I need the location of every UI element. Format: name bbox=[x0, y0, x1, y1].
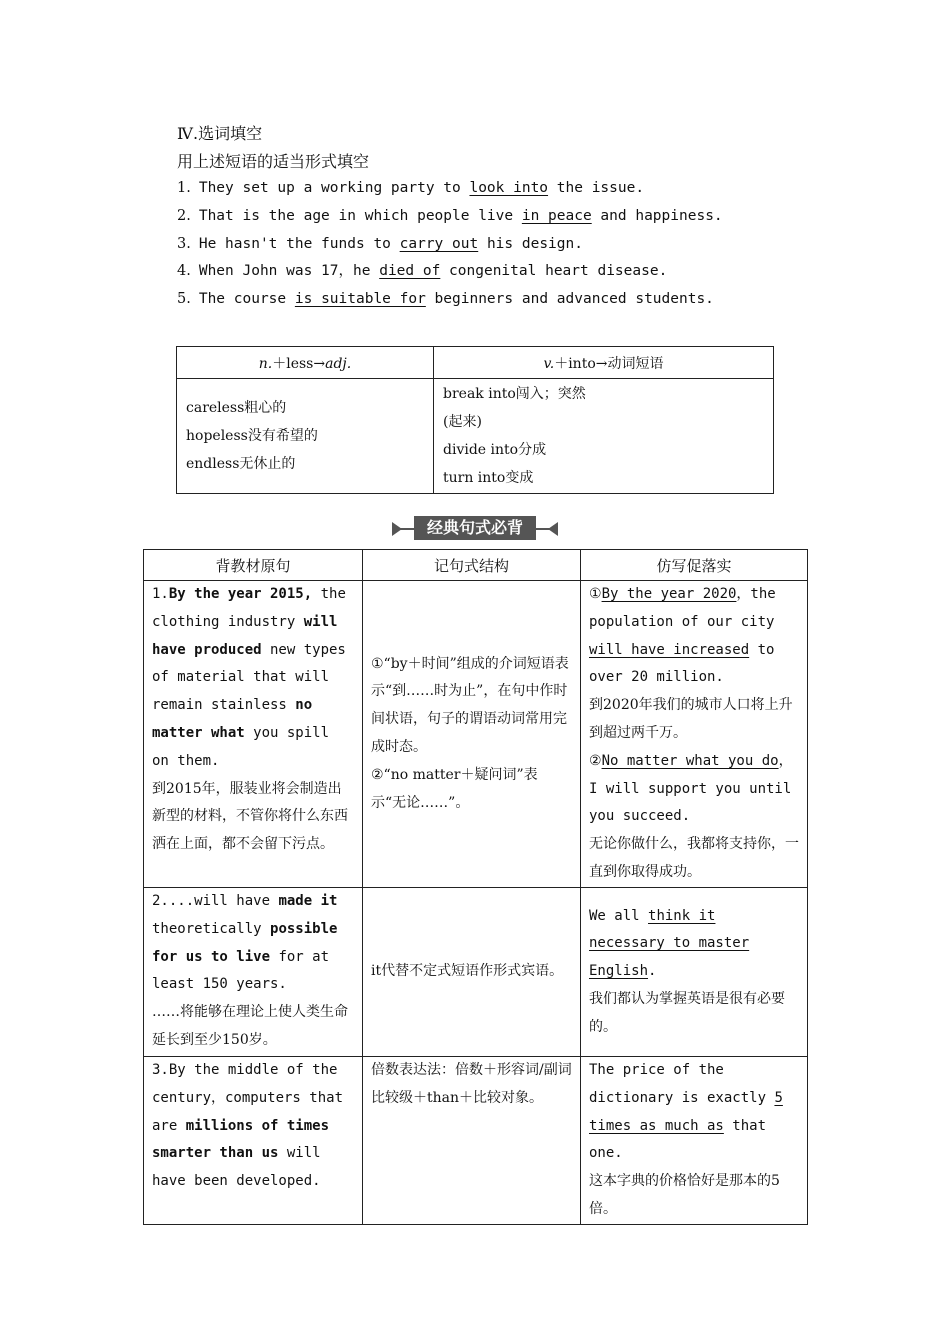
exercise-answer: carry out bbox=[399, 236, 479, 252]
text-run: ，I will support you until you succeed. bbox=[589, 752, 793, 825]
header-text: ＋into→动词短语 bbox=[554, 355, 664, 372]
exercise-text: the issue. bbox=[548, 180, 645, 196]
text-run: . bbox=[648, 963, 657, 980]
vocab-item: hopeless没有希望的 bbox=[186, 428, 318, 444]
vocab-item: break into闯入；突然 bbox=[443, 386, 586, 402]
structure-cell bbox=[363, 581, 581, 888]
text-run: that one. bbox=[589, 1117, 767, 1162]
exercise-text: The course bbox=[198, 291, 295, 307]
sentence-pattern-table bbox=[143, 549, 808, 1225]
text-run: for at least 150 years. bbox=[152, 948, 330, 993]
exercise-text: They set up a working party to bbox=[198, 180, 470, 196]
table-row bbox=[144, 1057, 808, 1225]
banner-title: 经典句式必背 bbox=[414, 516, 536, 540]
key-phrase: will have produced bbox=[152, 613, 338, 658]
vocab-item: turn into变成 bbox=[443, 470, 534, 486]
pos-label: adj. bbox=[325, 355, 352, 372]
answer-blank: think it necessary to master English bbox=[589, 907, 750, 980]
translation: 到2020年我们的城市人口将上升到超过两千万。 bbox=[589, 697, 793, 741]
structure-note: it代替不定式短语作形式宾语。 bbox=[371, 963, 564, 980]
table-row bbox=[144, 888, 808, 1057]
vocab-header-less bbox=[177, 347, 434, 379]
exercise-item bbox=[177, 261, 667, 281]
exercise-item bbox=[177, 206, 723, 226]
text-run: you spill on them. bbox=[152, 724, 330, 769]
original-sentence-cell bbox=[144, 581, 363, 888]
exercise-answer: is suitable for bbox=[294, 291, 426, 307]
translation: 到2015年，服装业将会制造出新型的材料，不管你将什么东西洒在上面，都不会留下污点。 bbox=[152, 780, 348, 853]
answer-blank: No matter what you do bbox=[601, 752, 779, 769]
text-run: 1. bbox=[152, 586, 169, 602]
imitation-cell bbox=[581, 888, 808, 1057]
header-text: ＋less→ bbox=[272, 355, 326, 372]
header-imitation: 仿写促落实 bbox=[581, 550, 808, 581]
vocab-col2-cell bbox=[434, 379, 774, 494]
exercise-text: When John was 17，he bbox=[198, 263, 380, 279]
exercise-text: That is the age in which people live bbox=[198, 208, 522, 224]
original-sentence-cell bbox=[144, 888, 363, 1057]
translation: ……将能够在理论上使人类生命延长到至少150岁。 bbox=[152, 1004, 348, 1048]
answer-blank: will have increased bbox=[589, 641, 750, 658]
section-instruction: 用上述短语的适当形式填空 bbox=[177, 152, 370, 171]
text-run: theoretically bbox=[152, 920, 271, 937]
exercise-text: He hasn't the funds to bbox=[198, 236, 400, 252]
exercise-number: 4. bbox=[177, 263, 191, 279]
text-run: new types of material that will remain stainless bbox=[152, 641, 346, 714]
header-structure: 记句式结构 bbox=[363, 550, 581, 581]
header-original: 背教材原句 bbox=[144, 550, 363, 581]
vocab-item: careless粗心的 bbox=[186, 400, 287, 416]
exercise-answer: in peace bbox=[521, 208, 592, 224]
text-run: to over 20 million. bbox=[589, 641, 775, 686]
exercise-text: congenital heart disease. bbox=[440, 263, 668, 279]
structure-note: 倍数表达法：倍数＋形容词/副词比较级＋than＋比较对象。 bbox=[371, 1062, 572, 1106]
exercise-answer: died of bbox=[379, 263, 441, 279]
key-phrase: no matter what bbox=[152, 697, 313, 741]
structure-cell bbox=[363, 1057, 581, 1225]
translation: 无论你做什么，我都将支持你，一直到你取得成功。 bbox=[589, 836, 799, 880]
text-run: the clothing industry bbox=[152, 586, 346, 630]
imitation-cell bbox=[581, 581, 808, 888]
marker: ② bbox=[589, 752, 602, 769]
vocab-item: (起来) bbox=[443, 414, 482, 430]
answer-blank: By the year 2020 bbox=[601, 586, 737, 602]
exercise-text: and happiness. bbox=[591, 208, 723, 224]
exercise-answer: look into bbox=[469, 180, 549, 196]
translation: 我们都认为掌握英语是很有必要的。 bbox=[589, 990, 785, 1035]
exercise-number: 5. bbox=[177, 291, 191, 307]
exercise-number: 1. bbox=[177, 180, 191, 196]
key-phrase: By the year 2015, bbox=[168, 586, 313, 602]
exercise-number: 3. bbox=[177, 236, 191, 252]
imitation-cell bbox=[581, 1057, 808, 1225]
section-title: Ⅳ.选词填空 bbox=[177, 124, 263, 143]
text-run: The price of the dictionary is exactly bbox=[589, 1062, 775, 1106]
answer-blank: 5 times as much as bbox=[589, 1089, 783, 1134]
text-run: We all bbox=[589, 907, 649, 924]
structure-cell bbox=[363, 888, 581, 1057]
exercise-text: his design. bbox=[478, 236, 583, 252]
word-formation-table bbox=[176, 346, 774, 494]
exercise-text: beginners and advanced students. bbox=[425, 291, 714, 307]
section-banner bbox=[392, 516, 558, 542]
pos-label: v. bbox=[543, 355, 555, 372]
text-run: will have been developed. bbox=[152, 1145, 321, 1190]
exercise-item bbox=[177, 234, 583, 254]
exercise-number: 2. bbox=[177, 208, 191, 224]
text-run: ，the population of our city bbox=[589, 586, 776, 630]
banner-right-arrow bbox=[548, 522, 558, 536]
vocab-col1-cell bbox=[177, 379, 434, 494]
exercise-item bbox=[177, 289, 714, 309]
vocab-header-into bbox=[434, 347, 774, 379]
key-phrase: made it bbox=[278, 893, 338, 909]
vocab-item: endless无休止的 bbox=[186, 456, 296, 472]
marker: ① bbox=[589, 586, 602, 602]
structure-note: ①“by＋时间”组成的介词短语表示“到……时为止”，在句中作时间状语，句子的谓语动词常用完成时态。 bbox=[371, 655, 569, 755]
pos-label: n. bbox=[258, 355, 273, 372]
text-run: 2....will have bbox=[152, 893, 279, 909]
key-phrase: possible for us to live bbox=[152, 920, 338, 965]
structure-note: ②“no matter＋疑问词”表示“无论……”。 bbox=[371, 766, 538, 811]
table-row bbox=[144, 581, 808, 888]
key-phrase: millions of times smarter than us bbox=[152, 1117, 330, 1162]
text-run: 3.By the middle of the century，computers that are bbox=[152, 1062, 344, 1134]
original-sentence-cell bbox=[144, 1057, 363, 1225]
exercise-item bbox=[177, 178, 644, 198]
translation: 这本字典的价格恰好是那本的5倍。 bbox=[589, 1173, 780, 1217]
vocab-item: divide into分成 bbox=[443, 442, 547, 458]
